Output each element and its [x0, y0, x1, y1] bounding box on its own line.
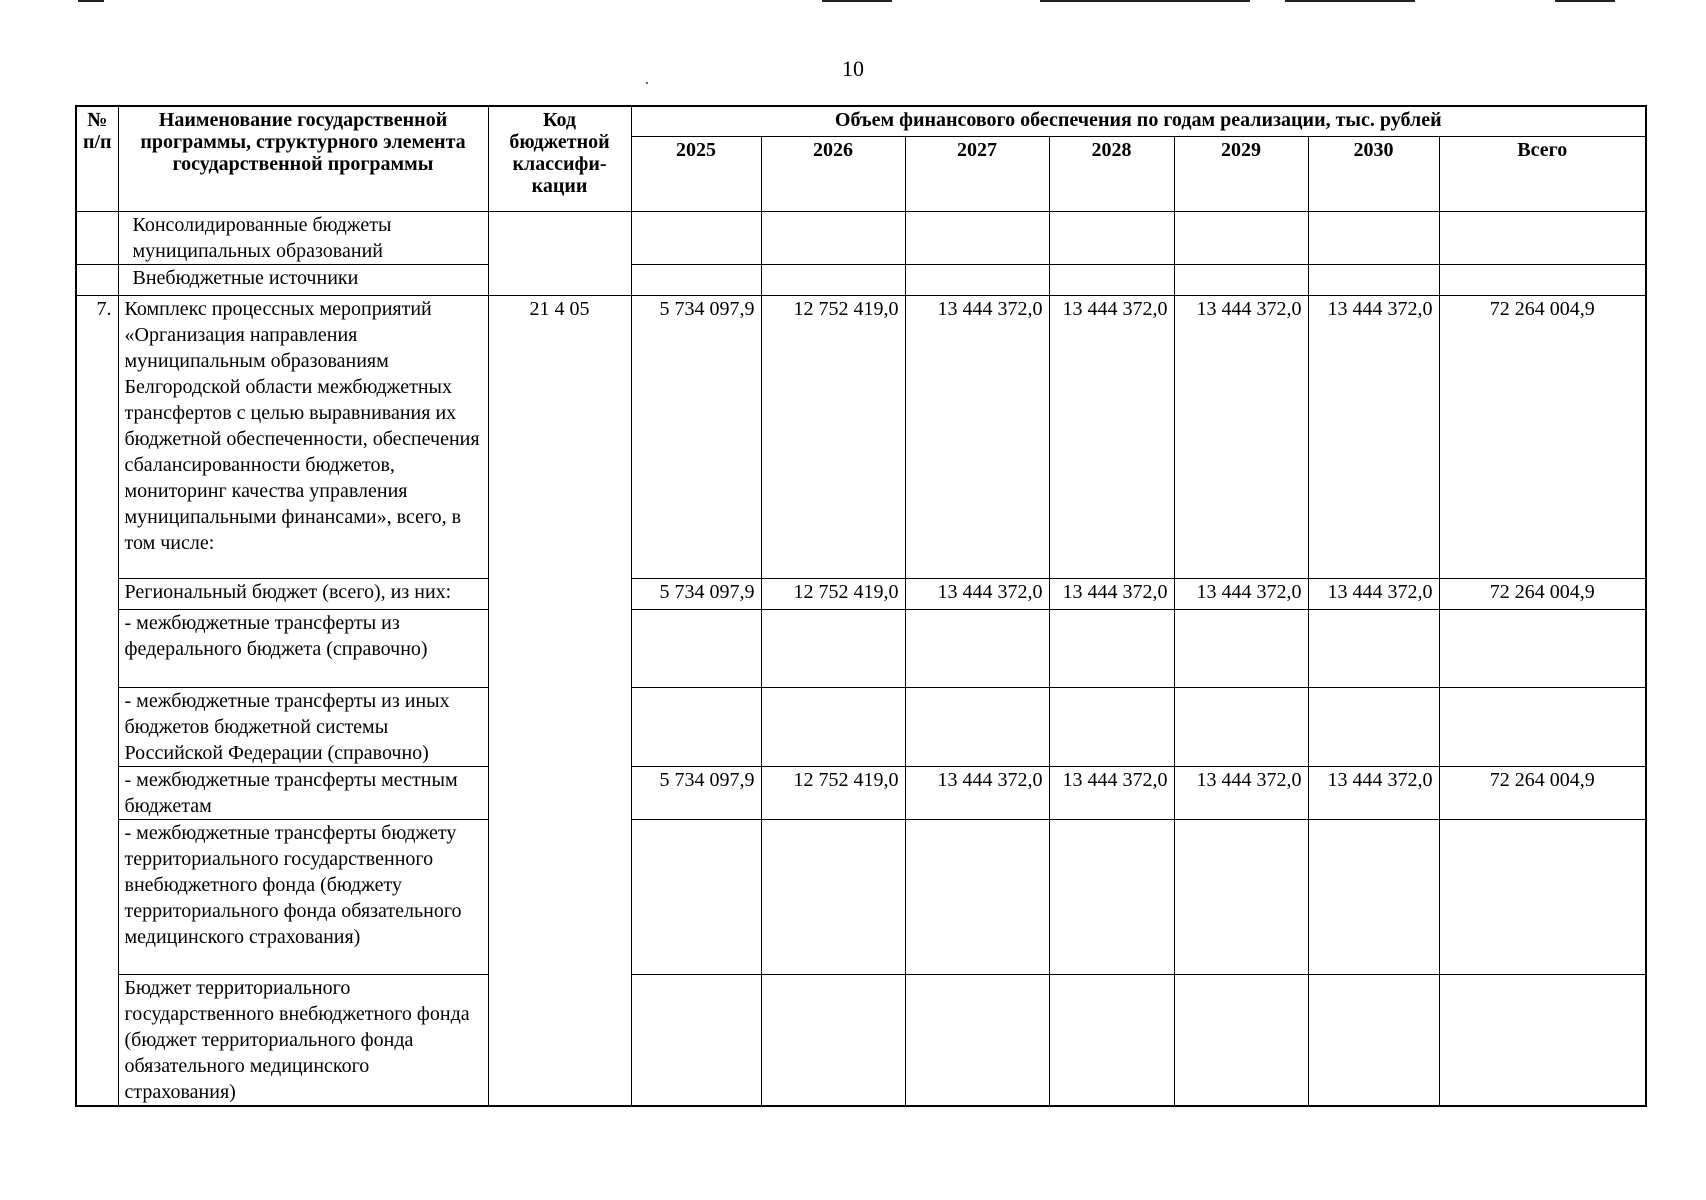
value-cell: 12 752 419,0: [761, 578, 905, 609]
header-name: Наименование государственной программы, структурного элемента государственной программы: [118, 106, 488, 211]
row-label: - межбюджетные трансферты из иных бюджетов бюджетной системы Российской Федерации (справочно): [118, 687, 488, 766]
value-cell: 13 444 372,0: [1308, 578, 1439, 609]
header-year: 2026: [761, 136, 905, 211]
value-cell: 13 444 372,0: [905, 295, 1049, 578]
total-cell: 72 264 004,9: [1439, 295, 1646, 578]
scan-edge-mark: [78, 0, 104, 2]
table-row: [76, 687, 1646, 766]
header-year: 2029: [1174, 136, 1308, 211]
scan-edge-mark: [1555, 0, 1615, 2]
value-cell: 13 444 372,0: [1174, 766, 1308, 819]
table-row: [76, 578, 1646, 609]
value-cell: 13 444 372,0: [1308, 766, 1439, 819]
table-row: [76, 974, 1646, 1106]
budget-code: 21 4 05: [488, 295, 631, 1106]
financing-table: [75, 105, 1647, 1107]
row-label: - межбюджетные трансферты из федерального бюджета (справочно): [118, 609, 488, 687]
header-volume: Объем финансового обеспечения по годам реализации, тыс. рублей: [631, 106, 1646, 136]
value-cell: 13 444 372,0: [905, 766, 1049, 819]
total-cell: 72 264 004,9: [1439, 578, 1646, 609]
row-label: Региональный бюджет (всего), из них:: [118, 578, 488, 609]
scan-edge-mark: [822, 0, 892, 2]
value-cell: 13 444 372,0: [1174, 578, 1308, 609]
value-cell: 13 444 372,0: [1049, 578, 1174, 609]
value-cell: 5 734 097,9: [631, 578, 761, 609]
value-cell: 12 752 419,0: [761, 295, 905, 578]
header-year: 2025: [631, 136, 761, 211]
page-number: 10: [842, 56, 864, 81]
header-num: № п/п: [76, 106, 118, 211]
row-label: Внебюджетные источники: [118, 264, 488, 295]
scan-speck: [646, 82, 648, 84]
scan-edge-mark: [1285, 0, 1415, 2]
value-cell: 13 444 372,0: [1049, 766, 1174, 819]
header-row: [76, 106, 1646, 136]
total-cell: 72 264 004,9: [1439, 766, 1646, 819]
row-label: Бюджет территориального государственного внебюджетного фонда (бюджет территориального фонда обязательного медицинского страхования): [118, 974, 488, 1106]
value-cell: 12 752 419,0: [761, 766, 905, 819]
value-cell: 13 444 372,0: [905, 578, 1049, 609]
value-cell: 5 734 097,9: [631, 766, 761, 819]
row-index: 7.: [76, 295, 118, 1106]
scan-edge-mark: [1040, 0, 1250, 2]
row-label: Комплекс процессных мероприятий «Организация направления муниципальным образованиям Белгородской области межбюджетных трансфертов с целью выравнивания их бюджетной обеспеченности, обеспечения сбалансированности бюджетов, мониторинг качества управления муниципальными финансами», всего, в том числе:: [118, 295, 488, 578]
header-total: Всего: [1439, 136, 1646, 211]
value-cell: 13 444 372,0: [1174, 295, 1308, 578]
row-label: - межбюджетные трансферты местным бюджетам: [118, 766, 488, 819]
header-year: 2027: [905, 136, 1049, 211]
header-year: 2030: [1308, 136, 1439, 211]
value-cell: 5 734 097,9: [631, 295, 761, 578]
table-row: [76, 609, 1646, 687]
value-cell: 13 444 372,0: [1049, 295, 1174, 578]
header-code: Код бюджетной классифи-кации: [488, 106, 631, 211]
header-year: 2028: [1049, 136, 1174, 211]
table-row: [76, 264, 1646, 295]
value-cell: 13 444 372,0: [1308, 295, 1439, 578]
table-row: [76, 295, 1646, 578]
table-row: [76, 819, 1646, 974]
row-label: - межбюджетные трансферты бюджету территориального государственного внебюджетного фонда (бюджету территориального фонда обязательного медицинского страхования): [118, 819, 488, 974]
table-row: [76, 766, 1646, 819]
table-row: [76, 211, 1646, 264]
row-label: Консолидированные бюджеты муниципальных образований: [118, 211, 488, 264]
